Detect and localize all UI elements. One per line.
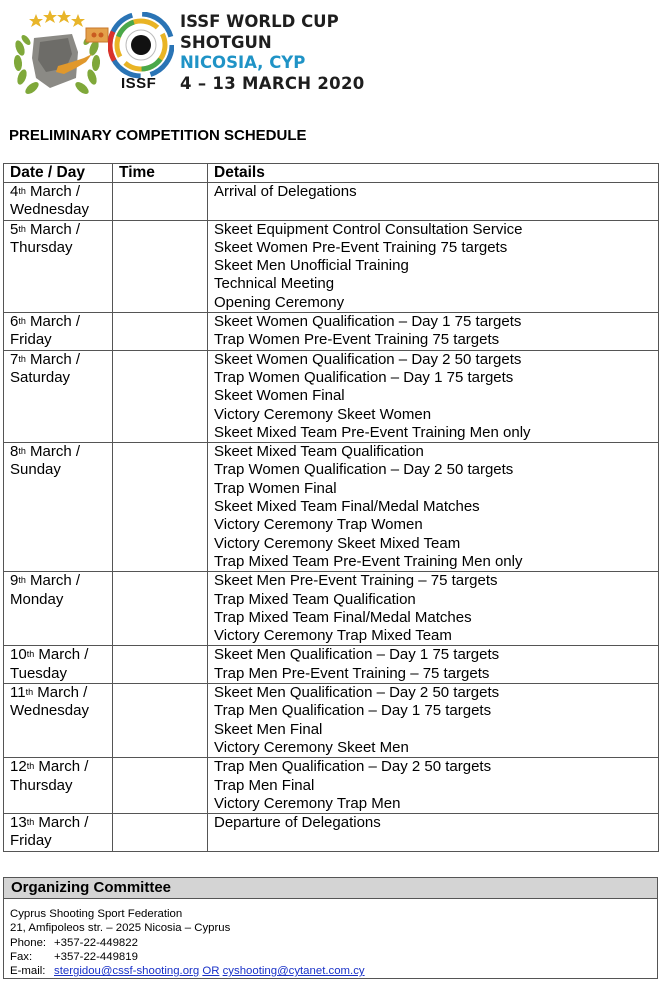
detail-line: Skeet Mixed Team Pre-Event Training Men only	[214, 423, 531, 441]
time-cell	[113, 758, 208, 814]
weekday-text: Friday	[10, 331, 52, 349]
day-ordinal-suffix: th	[18, 223, 26, 234]
day-number: 11	[10, 684, 26, 702]
event-title	[180, 12, 365, 94]
date-line	[10, 443, 106, 461]
weekday-text: Saturday	[10, 368, 71, 386]
day-ordinal-suffix: th	[18, 186, 26, 196]
detail-line: Victory Ceremony Skeet Mixed Team	[214, 534, 461, 552]
details-cell	[208, 814, 659, 852]
organization-name: Cyprus Shooting Sport Federation	[10, 908, 183, 920]
detail-line: Skeet Mixed Team Final/Medal Matches	[214, 498, 480, 516]
detail-line: Trap Mixed Team Pre-Event Training Men only	[214, 552, 523, 570]
detail-line: Trap Mixed Team Qualification	[214, 590, 416, 608]
detail-line: Trap Women Final	[214, 479, 337, 497]
date-day-cell	[4, 183, 113, 221]
phone-label: Phone:	[10, 936, 47, 949]
details-cell	[208, 313, 659, 351]
table-row	[4, 646, 659, 684]
event-title-line-2: SHOTGUN	[180, 32, 272, 52]
day-ordinal-suffix: th	[26, 761, 35, 772]
date-line	[10, 183, 106, 201]
schedule-title: PRELIMINARY COMPETITION SCHEDULE	[9, 127, 307, 144]
email-line	[10, 964, 657, 978]
day-ordinal-suffix: th	[18, 446, 26, 457]
date-line	[10, 221, 106, 239]
detail-line: Skeet Men Unofficial Training	[214, 257, 409, 275]
day-number: 4	[10, 183, 19, 200]
date-day-cell	[4, 443, 113, 572]
table-row	[4, 443, 659, 572]
month-text: March /	[25, 443, 81, 461]
date-day-cell	[4, 350, 113, 442]
day-number: 8	[10, 443, 19, 461]
details-cell	[208, 220, 659, 312]
detail-line: Skeet Equipment Control Consultation Service	[214, 220, 523, 238]
month-text: March /	[25, 313, 81, 331]
details-cell	[208, 350, 659, 442]
detail-line: Skeet Women Pre-Event Training 75 targets	[214, 238, 508, 256]
fax-line	[10, 950, 657, 964]
detail-line: Skeet Men Qualification – Day 1 75 targets	[214, 646, 500, 664]
issf-logo-text: ISSF	[121, 75, 157, 92]
event-title-line-1: ISSF WORLD CUP	[180, 12, 339, 31]
cyprus-federation-emblem-icon	[6, 8, 110, 98]
detail-line: Skeet Men Qualification – Day 2 50 targets	[214, 684, 500, 702]
table-row	[4, 350, 659, 442]
detail-line: Skeet Mixed Team Qualification	[214, 443, 424, 461]
email-separator: OR	[202, 965, 220, 978]
weekday-text: Monday	[10, 590, 64, 608]
table-row	[4, 572, 659, 646]
details-cell	[208, 572, 659, 646]
phone-line	[10, 936, 657, 950]
date-line	[10, 351, 106, 369]
date-day-cell	[4, 313, 113, 351]
month-text: March /	[25, 183, 81, 200]
month-text: March /	[34, 758, 89, 776]
detail-line: Skeet Women Qualification – Day 1 75 targets	[214, 313, 522, 331]
weekday-text: Sunday	[10, 461, 61, 479]
organizing-committee-heading: Organizing Committee	[4, 878, 657, 899]
month-text: March /	[34, 814, 89, 832]
day-number: 13	[10, 814, 27, 832]
organizing-committee-box	[3, 877, 658, 979]
schedule-body	[4, 183, 659, 852]
details-cell	[208, 758, 659, 814]
weekday-text: Thursday	[10, 238, 73, 256]
month-text: March /	[33, 684, 88, 702]
day-number: 7	[10, 350, 19, 368]
time-cell	[113, 350, 208, 442]
day-ordinal-suffix: th	[25, 687, 34, 698]
document-header	[0, 0, 660, 110]
detail-line: Trap Men Qualification – Day 1 75 targets	[214, 702, 492, 720]
time-cell	[113, 814, 208, 852]
day-ordinal-suffix: th	[18, 316, 26, 327]
detail-line: Technical Meeting	[214, 275, 335, 293]
date-line	[10, 646, 106, 664]
date-day-cell	[4, 758, 113, 814]
event-title-line-3: NICOSIA, CYP	[180, 53, 306, 72]
date-day-cell	[4, 646, 113, 684]
email-link-primary[interactable]: stergidou@cssf-shooting.org	[54, 965, 200, 978]
month-text: March /	[25, 572, 81, 590]
month-text: March /	[25, 220, 81, 238]
month-text: March /	[34, 646, 89, 664]
weekday-text: Tuesday	[10, 664, 67, 682]
detail-line: Trap Mixed Team Final/Medal Matches	[214, 608, 472, 626]
day-ordinal-suffix: th	[18, 353, 26, 364]
column-header-date: Date / Day	[4, 164, 113, 183]
date-line	[10, 572, 106, 590]
time-cell	[113, 220, 208, 312]
table-row	[4, 758, 659, 814]
fax-value: +357-22-449819	[54, 950, 138, 963]
day-number: 12	[10, 758, 27, 776]
table-row	[4, 183, 659, 221]
date-line	[10, 814, 106, 832]
time-cell	[113, 684, 208, 758]
details-cell	[208, 684, 659, 758]
table-row	[4, 220, 659, 312]
detail-line: Trap Women Qualification – Day 2 50 targets	[214, 461, 514, 479]
details-cell	[208, 646, 659, 684]
email-link-secondary[interactable]: cyshooting@cytanet.com.cy	[222, 965, 365, 978]
day-ordinal-suffix: th	[26, 817, 35, 828]
phone-value: +357-22-449822	[54, 936, 138, 949]
weekday-text: Friday	[10, 832, 52, 850]
weekday-text: Wednesday	[10, 201, 89, 219]
table-row	[4, 313, 659, 351]
column-header-time: Time	[113, 164, 208, 183]
detail-line: Skeet Men Pre-Event Training – 75 targets	[214, 572, 498, 590]
day-number: 5	[10, 220, 19, 238]
date-line	[10, 684, 106, 702]
time-cell	[113, 313, 208, 351]
details-cell	[208, 183, 659, 221]
fax-label: Fax:	[10, 950, 33, 963]
date-line	[10, 758, 106, 776]
detail-line: Trap Men Pre-Event Training – 75 targets	[214, 664, 490, 682]
date-day-cell	[4, 684, 113, 758]
detail-line: Skeet Women Qualification – Day 2 50 targets	[214, 350, 522, 368]
table-header-row	[4, 164, 659, 183]
email-label: E-mail:	[10, 965, 46, 978]
details-cell	[208, 443, 659, 572]
day-number: 9	[10, 572, 19, 590]
column-header-details: Details	[208, 164, 659, 183]
detail-line: Opening Ceremony	[214, 293, 345, 311]
time-cell	[113, 646, 208, 684]
schedule-table	[3, 163, 659, 852]
detail-line: Trap Men Final	[214, 776, 315, 794]
weekday-text: Thursday	[10, 776, 73, 794]
event-title-line-4: 4 – 13 MARCH 2020	[180, 73, 365, 93]
time-cell	[113, 572, 208, 646]
organizing-committee-details	[4, 899, 657, 978]
detail-line: Victory Ceremony Trap Men	[214, 794, 401, 812]
day-number: 6	[10, 313, 19, 331]
detail-line: Departure of Delegations	[214, 814, 381, 832]
table-row	[4, 814, 659, 852]
time-cell	[113, 183, 208, 221]
day-number: 10	[10, 646, 27, 664]
detail-line: Victory Ceremony Trap Mixed Team	[214, 627, 452, 645]
detail-line: Skeet Men Final	[214, 720, 323, 738]
date-day-cell	[4, 814, 113, 852]
detail-line: Arrival of Delegations	[214, 183, 357, 200]
weekday-text: Wednesday	[10, 702, 89, 720]
date-day-cell	[4, 572, 113, 646]
detail-line: Trap Women Pre-Event Training 75 targets	[214, 331, 500, 349]
day-ordinal-suffix: th	[18, 575, 26, 586]
organization-address: 21, Amfipoleos str. – 2025 Nicosia – Cyprus	[10, 922, 231, 935]
detail-line: Trap Men Qualification – Day 2 50 targets	[214, 758, 492, 776]
detail-line: Trap Women Qualification – Day 1 75 targets	[214, 368, 514, 386]
detail-line: Victory Ceremony Trap Women	[214, 516, 423, 534]
day-ordinal-suffix: th	[26, 649, 35, 660]
detail-line: Skeet Women Final	[214, 387, 345, 405]
detail-line: Victory Ceremony Skeet Men	[214, 738, 409, 756]
time-cell	[113, 443, 208, 572]
detail-line: Victory Ceremony Skeet Women	[214, 405, 432, 423]
month-text: March /	[25, 350, 81, 368]
table-row	[4, 684, 659, 758]
date-day-cell	[4, 220, 113, 312]
date-line	[10, 313, 106, 331]
